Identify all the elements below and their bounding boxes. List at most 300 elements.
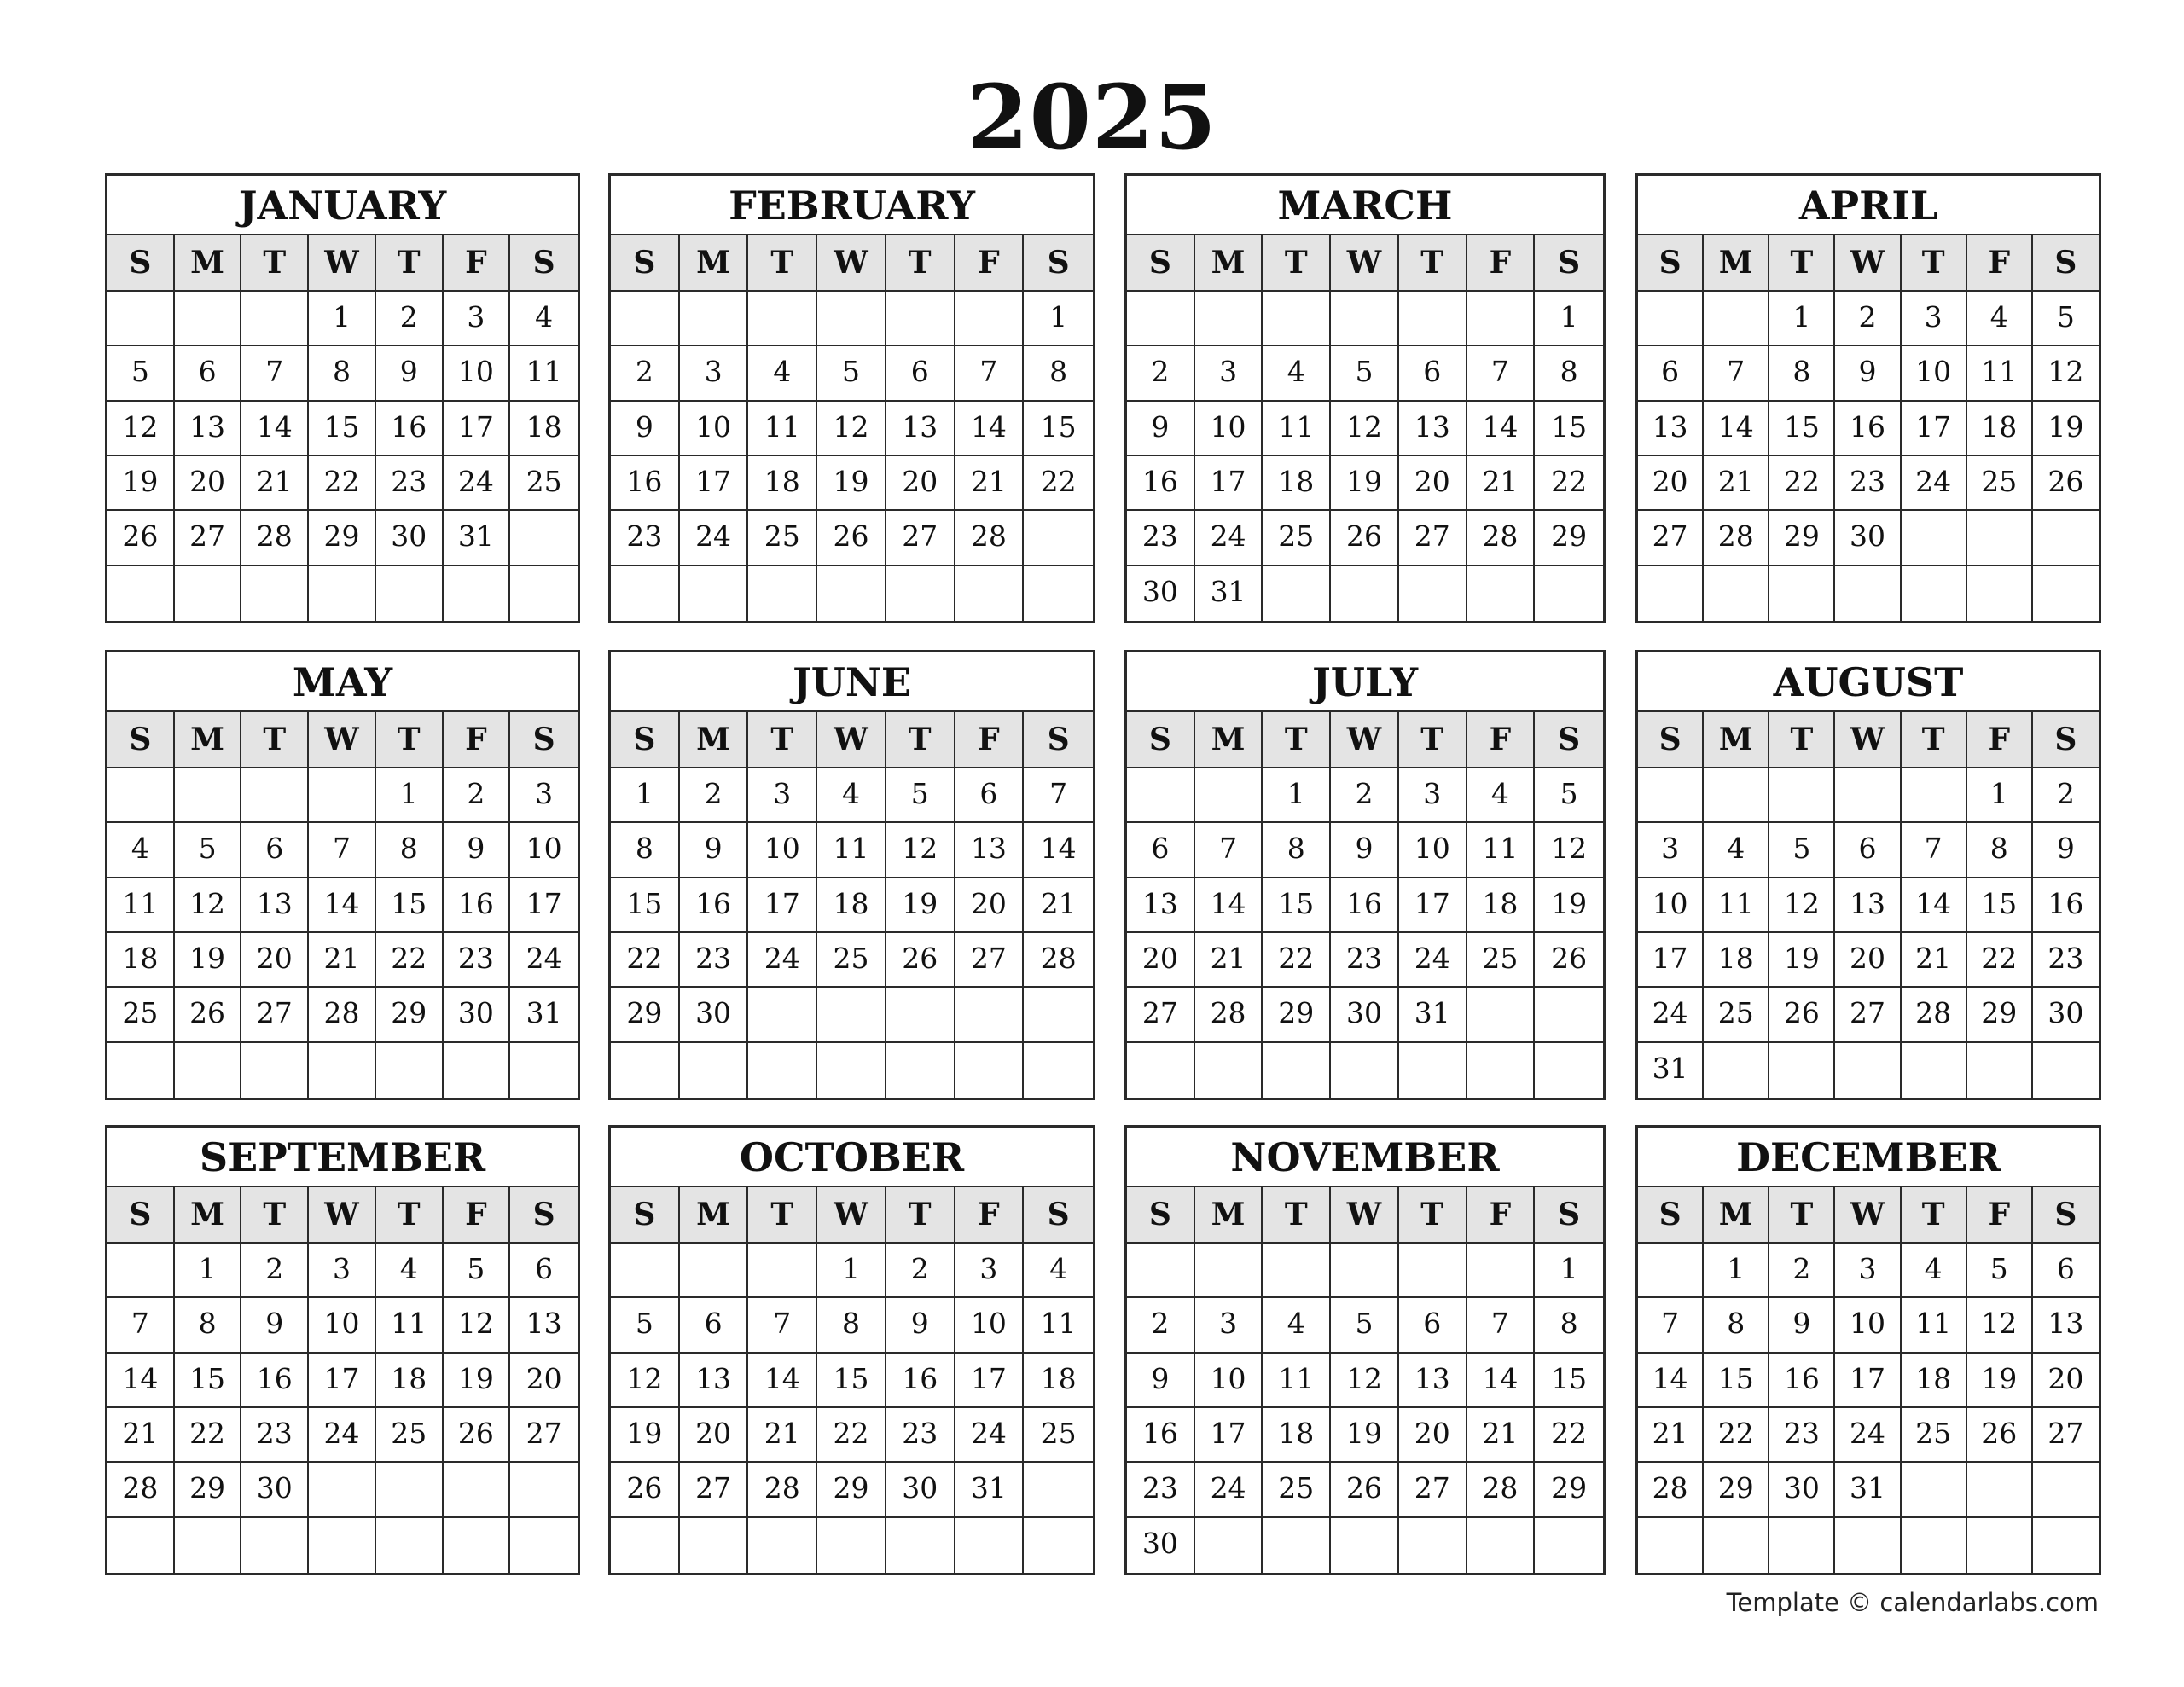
empty-cell bbox=[510, 566, 578, 621]
weekday-header: S bbox=[1638, 1187, 1704, 1244]
empty-cell bbox=[1127, 1244, 1195, 1298]
day-cell: 4 bbox=[376, 1244, 444, 1298]
empty-cell bbox=[748, 566, 817, 621]
day-cell: 20 bbox=[1399, 456, 1467, 511]
weekday-header: W bbox=[1331, 1187, 1399, 1244]
day-cell: 27 bbox=[175, 511, 242, 565]
day-cell: 21 bbox=[748, 1408, 817, 1463]
day-cell: 15 bbox=[1535, 1354, 1603, 1408]
day-cell: 26 bbox=[2033, 456, 2099, 511]
weekday-header: T bbox=[1902, 235, 1967, 292]
day-cell: 19 bbox=[1769, 933, 1835, 988]
weekday-header: T bbox=[748, 712, 817, 768]
weekday-header: F bbox=[956, 1187, 1025, 1244]
day-cell: 2 bbox=[2033, 768, 2099, 823]
day-cell: 12 bbox=[175, 878, 242, 933]
empty-cell bbox=[748, 1043, 817, 1098]
day-cell: 4 bbox=[510, 292, 578, 346]
month-february bbox=[608, 173, 1095, 623]
empty-cell bbox=[748, 1244, 817, 1298]
day-cell: 26 bbox=[107, 511, 175, 565]
day-cell: 1 bbox=[1704, 1244, 1769, 1298]
day-cell: 16 bbox=[1127, 456, 1195, 511]
day-cell: 20 bbox=[510, 1354, 578, 1408]
day-cell: 6 bbox=[1399, 1298, 1467, 1353]
day-cell: 17 bbox=[444, 402, 511, 456]
day-cell: 15 bbox=[1263, 878, 1331, 933]
weekday-header: W bbox=[309, 712, 376, 768]
weekday-header: S bbox=[510, 712, 578, 768]
empty-cell bbox=[1467, 566, 1536, 621]
day-cell: 31 bbox=[1399, 988, 1467, 1042]
day-cell: 11 bbox=[1467, 823, 1536, 878]
empty-cell bbox=[886, 292, 956, 346]
day-cell: 30 bbox=[1127, 566, 1195, 621]
day-cell: 23 bbox=[1127, 1463, 1195, 1517]
day-cell: 10 bbox=[1902, 346, 1967, 401]
weekday-header: S bbox=[2033, 235, 2099, 292]
day-cell: 11 bbox=[107, 878, 175, 933]
day-cell: 4 bbox=[107, 823, 175, 878]
day-cell: 14 bbox=[748, 1354, 817, 1408]
day-cell: 8 bbox=[1967, 823, 2033, 878]
day-cell: 22 bbox=[817, 1408, 886, 1463]
empty-cell bbox=[611, 566, 680, 621]
weekday-header: F bbox=[1467, 1187, 1536, 1244]
month-days-grid bbox=[611, 235, 1093, 621]
empty-cell bbox=[1024, 566, 1093, 621]
empty-cell bbox=[2033, 1043, 2099, 1098]
weekday-header: T bbox=[1263, 235, 1331, 292]
day-cell: 20 bbox=[886, 456, 956, 511]
empty-cell bbox=[680, 1043, 749, 1098]
day-cell: 22 bbox=[175, 1408, 242, 1463]
year-title: 2025 bbox=[967, 65, 1217, 170]
weekday-header: S bbox=[1535, 235, 1603, 292]
day-cell: 2 bbox=[1835, 292, 1901, 346]
day-cell: 17 bbox=[1195, 1408, 1263, 1463]
day-cell: 10 bbox=[1835, 1298, 1901, 1353]
day-cell: 1 bbox=[611, 768, 680, 823]
empty-cell bbox=[1467, 988, 1536, 1042]
day-cell: 28 bbox=[1195, 988, 1263, 1042]
weekday-header: S bbox=[2033, 712, 2099, 768]
day-cell: 28 bbox=[1467, 511, 1536, 565]
day-cell: 10 bbox=[748, 823, 817, 878]
empty-cell bbox=[1967, 1463, 2033, 1517]
day-cell: 9 bbox=[611, 402, 680, 456]
month-days-grid bbox=[1638, 235, 2099, 621]
empty-cell bbox=[1704, 566, 1769, 621]
day-cell: 12 bbox=[1535, 823, 1603, 878]
weekday-header: S bbox=[107, 712, 175, 768]
day-cell: 3 bbox=[1195, 1298, 1263, 1353]
weekday-header: M bbox=[1195, 712, 1263, 768]
day-cell: 18 bbox=[1967, 402, 2033, 456]
weekday-header: T bbox=[1263, 712, 1331, 768]
day-cell: 9 bbox=[1769, 1298, 1835, 1353]
day-cell: 14 bbox=[956, 402, 1025, 456]
day-cell: 20 bbox=[956, 878, 1025, 933]
day-cell: 26 bbox=[1331, 511, 1399, 565]
empty-cell bbox=[309, 768, 376, 823]
empty-cell bbox=[1331, 1244, 1399, 1298]
empty-cell bbox=[1769, 566, 1835, 621]
weekday-header: S bbox=[510, 1187, 578, 1244]
weekday-header: W bbox=[1835, 712, 1901, 768]
weekday-header: S bbox=[510, 235, 578, 292]
empty-cell bbox=[611, 1518, 680, 1573]
day-cell: 26 bbox=[1769, 988, 1835, 1042]
day-cell: 16 bbox=[1835, 402, 1901, 456]
empty-cell bbox=[1195, 1043, 1263, 1098]
day-cell: 4 bbox=[817, 768, 886, 823]
empty-cell bbox=[1704, 1043, 1769, 1098]
day-cell: 20 bbox=[175, 456, 242, 511]
empty-cell bbox=[1902, 511, 1967, 565]
day-cell: 20 bbox=[680, 1408, 749, 1463]
empty-cell bbox=[1967, 1043, 2033, 1098]
empty-cell bbox=[1195, 1518, 1263, 1573]
empty-cell bbox=[175, 1043, 242, 1098]
empty-cell bbox=[1835, 768, 1901, 823]
weekday-header: T bbox=[748, 235, 817, 292]
weekday-header: S bbox=[1024, 235, 1093, 292]
weekday-header: W bbox=[1835, 235, 1901, 292]
empty-cell bbox=[241, 768, 309, 823]
empty-cell bbox=[376, 1043, 444, 1098]
day-cell: 5 bbox=[1331, 346, 1399, 401]
month-days-grid bbox=[107, 1187, 578, 1573]
day-cell: 16 bbox=[886, 1354, 956, 1408]
day-cell: 6 bbox=[1127, 823, 1195, 878]
day-cell: 24 bbox=[1399, 933, 1467, 988]
empty-cell bbox=[1902, 566, 1967, 621]
day-cell: 6 bbox=[1835, 823, 1901, 878]
day-cell: 5 bbox=[817, 346, 886, 401]
day-cell: 24 bbox=[1902, 456, 1967, 511]
day-cell: 30 bbox=[680, 988, 749, 1042]
day-cell: 20 bbox=[2033, 1354, 2099, 1408]
empty-cell bbox=[107, 1518, 175, 1573]
empty-cell bbox=[886, 1518, 956, 1573]
day-cell: 5 bbox=[886, 768, 956, 823]
empty-cell bbox=[2033, 1463, 2099, 1517]
day-cell: 25 bbox=[748, 511, 817, 565]
day-cell: 3 bbox=[510, 768, 578, 823]
day-cell: 4 bbox=[1967, 292, 2033, 346]
day-cell: 24 bbox=[510, 933, 578, 988]
day-cell: 29 bbox=[1967, 988, 2033, 1042]
empty-cell bbox=[1127, 292, 1195, 346]
day-cell: 10 bbox=[1638, 878, 1704, 933]
day-cell: 15 bbox=[1535, 402, 1603, 456]
weekday-header: W bbox=[1331, 712, 1399, 768]
day-cell: 10 bbox=[1195, 402, 1263, 456]
day-cell: 13 bbox=[886, 402, 956, 456]
day-cell: 16 bbox=[1331, 878, 1399, 933]
weekday-header: T bbox=[1399, 712, 1467, 768]
day-cell: 8 bbox=[1024, 346, 1093, 401]
day-cell: 12 bbox=[1331, 1354, 1399, 1408]
weekday-header: T bbox=[886, 1187, 956, 1244]
day-cell: 27 bbox=[510, 1408, 578, 1463]
day-cell: 14 bbox=[107, 1354, 175, 1408]
day-cell: 26 bbox=[817, 511, 886, 565]
weekday-header: S bbox=[1638, 235, 1704, 292]
day-cell: 10 bbox=[510, 823, 578, 878]
day-cell: 22 bbox=[1535, 1408, 1603, 1463]
empty-cell bbox=[175, 768, 242, 823]
day-cell: 14 bbox=[1704, 402, 1769, 456]
day-cell: 15 bbox=[1967, 878, 2033, 933]
empty-cell bbox=[1769, 1518, 1835, 1573]
day-cell: 9 bbox=[680, 823, 749, 878]
empty-cell bbox=[748, 1518, 817, 1573]
day-cell: 31 bbox=[1195, 566, 1263, 621]
empty-cell bbox=[1769, 768, 1835, 823]
weekday-header: F bbox=[1967, 235, 2033, 292]
day-cell: 29 bbox=[1704, 1463, 1769, 1517]
weekday-header: T bbox=[1769, 235, 1835, 292]
day-cell: 28 bbox=[1024, 933, 1093, 988]
day-cell: 11 bbox=[1967, 346, 2033, 401]
empty-cell bbox=[309, 1518, 376, 1573]
weekday-header: T bbox=[1263, 1187, 1331, 1244]
weekday-header: W bbox=[309, 1187, 376, 1244]
day-cell: 27 bbox=[1399, 1463, 1467, 1517]
day-cell: 18 bbox=[817, 878, 886, 933]
day-cell: 17 bbox=[748, 878, 817, 933]
day-cell: 27 bbox=[2033, 1408, 2099, 1463]
day-cell: 10 bbox=[1195, 1354, 1263, 1408]
month-name: MAY bbox=[107, 652, 578, 712]
day-cell: 24 bbox=[1195, 1463, 1263, 1517]
day-cell: 18 bbox=[748, 456, 817, 511]
day-cell: 26 bbox=[1967, 1408, 2033, 1463]
empty-cell bbox=[1902, 1463, 1967, 1517]
day-cell: 8 bbox=[817, 1298, 886, 1353]
day-cell: 7 bbox=[1195, 823, 1263, 878]
weekday-header: S bbox=[1024, 1187, 1093, 1244]
month-name: APRIL bbox=[1638, 176, 2099, 235]
day-cell: 14 bbox=[1467, 1354, 1536, 1408]
day-cell: 7 bbox=[309, 823, 376, 878]
month-name: NOVEMBER bbox=[1127, 1128, 1603, 1187]
empty-cell bbox=[1535, 1043, 1603, 1098]
day-cell: 16 bbox=[680, 878, 749, 933]
day-cell: 7 bbox=[107, 1298, 175, 1353]
empty-cell bbox=[1638, 768, 1704, 823]
day-cell: 6 bbox=[1638, 346, 1704, 401]
day-cell: 12 bbox=[1331, 402, 1399, 456]
weekday-header: F bbox=[956, 712, 1025, 768]
day-cell: 8 bbox=[309, 346, 376, 401]
month-name: DECEMBER bbox=[1638, 1128, 2099, 1187]
day-cell: 25 bbox=[376, 1408, 444, 1463]
weekday-header: S bbox=[1127, 1187, 1195, 1244]
day-cell: 29 bbox=[611, 988, 680, 1042]
empty-cell bbox=[1263, 292, 1331, 346]
empty-cell bbox=[817, 988, 886, 1042]
day-cell: 30 bbox=[376, 511, 444, 565]
month-days-grid bbox=[1638, 712, 2099, 1098]
day-cell: 29 bbox=[1535, 1463, 1603, 1517]
day-cell: 7 bbox=[1638, 1298, 1704, 1353]
day-cell: 27 bbox=[1835, 988, 1901, 1042]
empty-cell bbox=[1704, 292, 1769, 346]
day-cell: 30 bbox=[1331, 988, 1399, 1042]
day-cell: 28 bbox=[1902, 988, 1967, 1042]
day-cell: 21 bbox=[1467, 456, 1536, 511]
day-cell: 23 bbox=[2033, 933, 2099, 988]
empty-cell bbox=[309, 566, 376, 621]
day-cell: 10 bbox=[680, 402, 749, 456]
day-cell: 2 bbox=[444, 768, 511, 823]
weekday-header: W bbox=[309, 235, 376, 292]
day-cell: 10 bbox=[309, 1298, 376, 1353]
empty-cell bbox=[1902, 1043, 1967, 1098]
day-cell: 3 bbox=[1195, 346, 1263, 401]
day-cell: 2 bbox=[886, 1244, 956, 1298]
day-cell: 13 bbox=[1638, 402, 1704, 456]
weekday-header: T bbox=[1902, 712, 1967, 768]
weekday-header: S bbox=[107, 235, 175, 292]
day-cell: 23 bbox=[1769, 1408, 1835, 1463]
day-cell: 25 bbox=[1967, 456, 2033, 511]
weekday-header: M bbox=[1704, 712, 1769, 768]
day-cell: 1 bbox=[309, 292, 376, 346]
empty-cell bbox=[1331, 1043, 1399, 1098]
empty-cell bbox=[817, 1518, 886, 1573]
day-cell: 2 bbox=[1127, 1298, 1195, 1353]
day-cell: 21 bbox=[1902, 933, 1967, 988]
day-cell: 31 bbox=[1638, 1043, 1704, 1098]
day-cell: 1 bbox=[376, 768, 444, 823]
day-cell: 22 bbox=[1263, 933, 1331, 988]
day-cell: 11 bbox=[748, 402, 817, 456]
day-cell: 22 bbox=[376, 933, 444, 988]
empty-cell bbox=[1704, 768, 1769, 823]
day-cell: 27 bbox=[1399, 511, 1467, 565]
empty-cell bbox=[1535, 1518, 1603, 1573]
day-cell: 14 bbox=[309, 878, 376, 933]
month-days-grid bbox=[107, 712, 578, 1098]
day-cell: 13 bbox=[956, 823, 1025, 878]
empty-cell bbox=[1399, 292, 1467, 346]
month-name: MARCH bbox=[1127, 176, 1603, 235]
day-cell: 1 bbox=[1024, 292, 1093, 346]
day-cell: 27 bbox=[956, 933, 1025, 988]
month-days-grid bbox=[1638, 1187, 2099, 1573]
weekday-header: W bbox=[817, 1187, 886, 1244]
day-cell: 2 bbox=[1331, 768, 1399, 823]
day-cell: 9 bbox=[241, 1298, 309, 1353]
weekday-header: T bbox=[376, 235, 444, 292]
day-cell: 15 bbox=[1024, 402, 1093, 456]
day-cell: 31 bbox=[956, 1463, 1025, 1517]
day-cell: 17 bbox=[1835, 1354, 1901, 1408]
day-cell: 23 bbox=[241, 1408, 309, 1463]
day-cell: 15 bbox=[611, 878, 680, 933]
day-cell: 7 bbox=[956, 346, 1025, 401]
day-cell: 2 bbox=[1127, 346, 1195, 401]
day-cell: 12 bbox=[2033, 346, 2099, 401]
empty-cell bbox=[376, 1518, 444, 1573]
weekday-header: W bbox=[1331, 235, 1399, 292]
day-cell: 8 bbox=[1535, 1298, 1603, 1353]
day-cell: 26 bbox=[1535, 933, 1603, 988]
empty-cell bbox=[1263, 1043, 1331, 1098]
weekday-header: F bbox=[956, 235, 1025, 292]
day-cell: 11 bbox=[376, 1298, 444, 1353]
day-cell: 16 bbox=[611, 456, 680, 511]
day-cell: 11 bbox=[1902, 1298, 1967, 1353]
day-cell: 19 bbox=[1535, 878, 1603, 933]
day-cell: 21 bbox=[1467, 1408, 1536, 1463]
day-cell: 10 bbox=[444, 346, 511, 401]
empty-cell bbox=[444, 1043, 511, 1098]
day-cell: 15 bbox=[376, 878, 444, 933]
day-cell: 7 bbox=[748, 1298, 817, 1353]
empty-cell bbox=[1535, 988, 1603, 1042]
day-cell: 13 bbox=[1127, 878, 1195, 933]
day-cell: 13 bbox=[2033, 1298, 2099, 1353]
day-cell: 3 bbox=[444, 292, 511, 346]
day-cell: 11 bbox=[817, 823, 886, 878]
day-cell: 13 bbox=[1835, 878, 1901, 933]
weekday-header: S bbox=[611, 235, 680, 292]
day-cell: 17 bbox=[510, 878, 578, 933]
day-cell: 28 bbox=[241, 511, 309, 565]
empty-cell bbox=[1195, 292, 1263, 346]
weekday-header: M bbox=[680, 1187, 749, 1244]
day-cell: 11 bbox=[1024, 1298, 1093, 1353]
day-cell: 29 bbox=[175, 1463, 242, 1517]
empty-cell bbox=[510, 1463, 578, 1517]
day-cell: 5 bbox=[2033, 292, 2099, 346]
empty-cell bbox=[1967, 566, 2033, 621]
weekday-header: S bbox=[1638, 712, 1704, 768]
empty-cell bbox=[1024, 1518, 1093, 1573]
empty-cell bbox=[1024, 1043, 1093, 1098]
day-cell: 13 bbox=[510, 1298, 578, 1353]
weekday-header: M bbox=[680, 712, 749, 768]
day-cell: 10 bbox=[956, 1298, 1025, 1353]
day-cell: 23 bbox=[1331, 933, 1399, 988]
day-cell: 28 bbox=[1467, 1463, 1536, 1517]
day-cell: 18 bbox=[1902, 1354, 1967, 1408]
day-cell: 4 bbox=[1263, 1298, 1331, 1353]
day-cell: 9 bbox=[1127, 402, 1195, 456]
weekday-header: W bbox=[1835, 1187, 1901, 1244]
day-cell: 10 bbox=[1399, 823, 1467, 878]
day-cell: 21 bbox=[956, 456, 1025, 511]
weekday-header: F bbox=[444, 712, 511, 768]
day-cell: 19 bbox=[611, 1408, 680, 1463]
day-cell: 24 bbox=[1195, 511, 1263, 565]
day-cell: 6 bbox=[175, 346, 242, 401]
empty-cell bbox=[2033, 566, 2099, 621]
day-cell: 18 bbox=[510, 402, 578, 456]
empty-cell bbox=[611, 1043, 680, 1098]
empty-cell bbox=[1638, 292, 1704, 346]
month-name: FEBRUARY bbox=[611, 176, 1093, 235]
day-cell: 6 bbox=[241, 823, 309, 878]
empty-cell bbox=[241, 1518, 309, 1573]
weekday-header: T bbox=[886, 235, 956, 292]
month-days-grid bbox=[1127, 1187, 1603, 1573]
